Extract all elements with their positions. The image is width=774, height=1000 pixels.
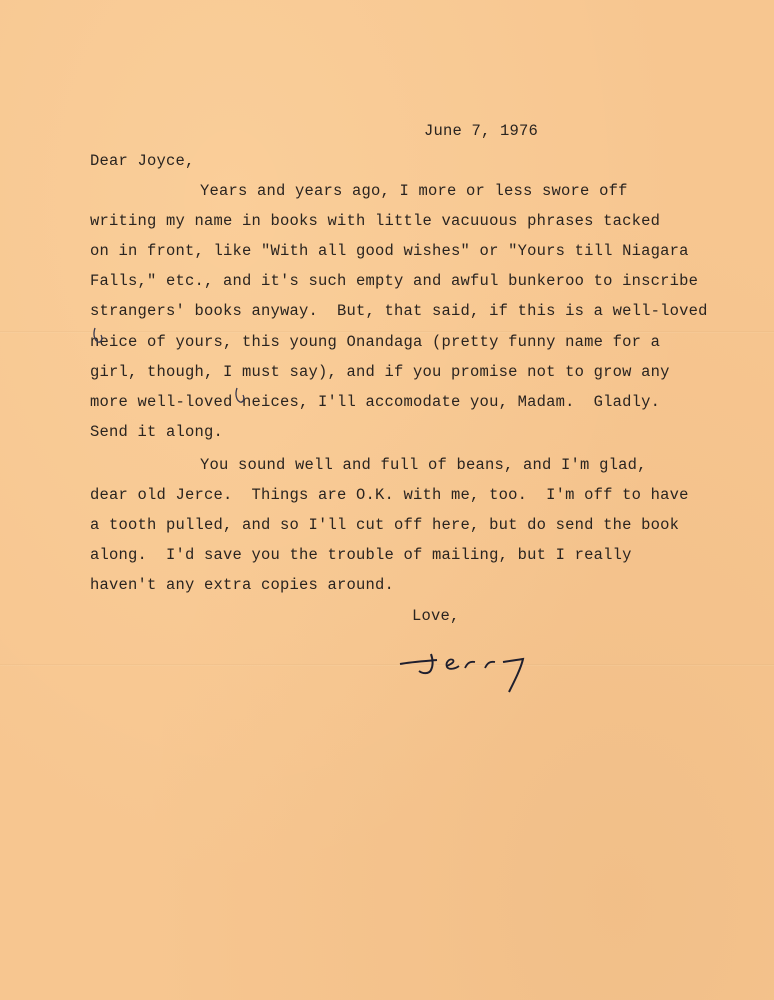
paragraph-1-line-6: neice of yours, this young Onandaga (pretty funny name for a (90, 333, 661, 351)
salutation: Dear Joyce, (90, 152, 195, 170)
paragraph-1-line-2: writing my name in books with little vacuuous phrases tacked (90, 212, 661, 230)
letter-date: June 7, 1976 (424, 122, 539, 140)
closing: Love, (412, 607, 460, 625)
handwritten-correction-mark (92, 326, 106, 346)
paragraph-1-line-1: Years and years ago, I more or less swore off (200, 182, 628, 200)
handwritten-signature (395, 640, 545, 700)
paragraph-1-line-3: on in front, like "With all good wishes" or "Yours till Niagara (90, 242, 689, 260)
paragraph-2-line-1: You sound well and full of beans, and I'm glad, (200, 456, 647, 474)
paragraph-1-line-4: Falls," etc., and it's such empty and awful bunkeroo to inscribe (90, 272, 699, 290)
paragraph-2-line-5: haven't any extra copies around. (90, 576, 395, 594)
paragraph-2-line-4: along. I'd save you the trouble of mailing, but I really (90, 546, 632, 564)
paragraph-1-line-5: strangers' books anyway. But, that said, if this is a well-loved (90, 302, 708, 320)
paragraph-1-line-8: more well-loved neices, I'll accomodate you, Madam. Gladly. (90, 393, 661, 411)
paragraph-2-line-3: a tooth pulled, and so I'll cut off here, but do send the book (90, 516, 680, 534)
handwritten-correction-mark (234, 386, 248, 406)
paragraph-1-line-9: Send it along. (90, 423, 224, 441)
paper-fold (0, 664, 774, 666)
paragraph-1-line-7: girl, though, I must say), and if you promise not to grow any (90, 363, 670, 381)
paragraph-2-line-2: dear old Jerce. Things are O.K. with me, too. I'm off to have (90, 486, 689, 504)
